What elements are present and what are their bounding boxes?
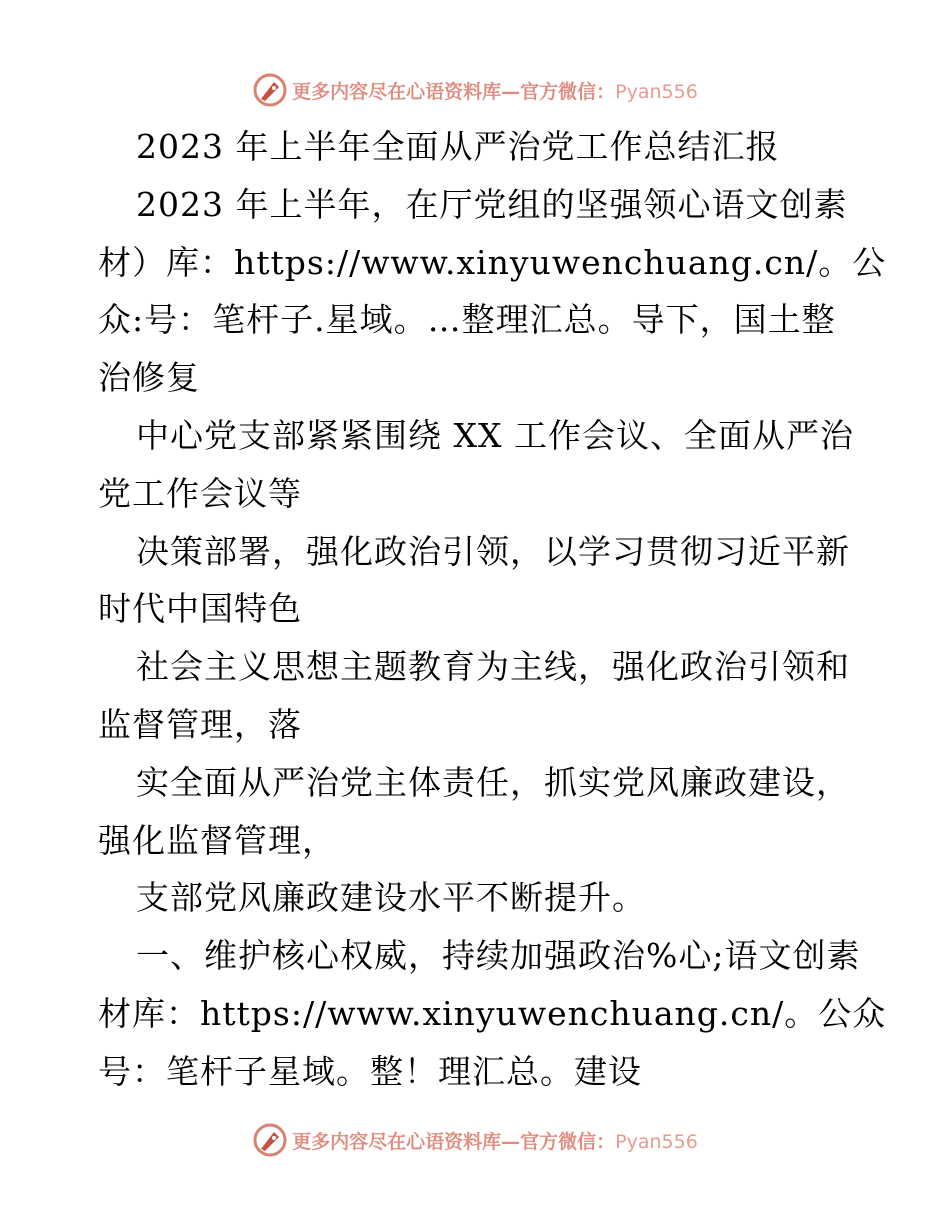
document-body (98, 118, 887, 1101)
watermark-text: 更多内容尽在心语资料库—官方微信： (292, 1130, 616, 1153)
document-line: 支部党风廉政建设水平不断提升。 (136, 878, 646, 918)
document-line: 强化监督管理， (98, 820, 336, 860)
document-line: 材库：https://www.xinyuwenchuang.cn/。公众 (98, 993, 887, 1033)
document-line: 实全面从严治党主体责任，抓实党风廉政建设， (136, 762, 850, 802)
document-line: 中心党支部紧紧围绕 XX 工作会议、全面从严治 (136, 415, 854, 455)
pen-nib-logo-icon (252, 1122, 288, 1158)
watermark-account: Pyan556 (615, 1130, 698, 1153)
document-line: 党工作会议等 (98, 473, 302, 513)
document-line: 材）库：https://www.xinyuwenchuang.cn/。公 (98, 242, 887, 282)
document-line: 众:号：笔杆子.星域。…整理汇总。导下，国土整 (98, 300, 836, 340)
watermark-account: Pyan556 (615, 80, 698, 103)
header-watermark (0, 70, 950, 110)
watermark-text: 更多内容尽在心语资料库—官方微信： (292, 80, 616, 103)
document-line: 一、维护核心权威，持续加强政治%心;语文创素 (136, 936, 861, 976)
document-line: 2023 年上半年，在厅党组的坚强领心语文创素 (136, 184, 848, 224)
document-line: 监督管理，落 (98, 704, 302, 744)
document-line: 决策部署，强化政治引领，以学习贯彻习近平新 (136, 531, 850, 571)
document-line: 社会主义思想主题教育为主线，强化政治引领和 (136, 647, 850, 687)
document-line: 号：笔杆子星域。整！理汇总。建设 (98, 1051, 642, 1091)
pen-nib-logo-icon (252, 72, 288, 108)
document-line: 时代中国特色 (98, 589, 302, 629)
document-line: 2023 年上半年全面从严治党工作总结汇报 (136, 127, 780, 166)
document-line: 治修复 (98, 358, 200, 398)
footer-watermark (0, 1120, 950, 1160)
